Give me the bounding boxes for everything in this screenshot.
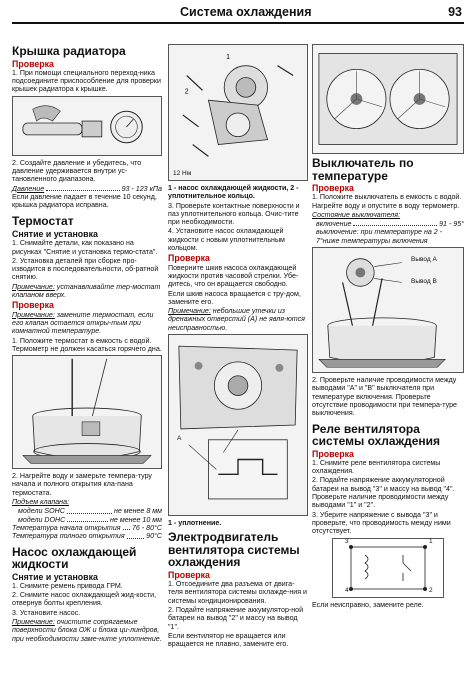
pressure-value: 93 - 123 кПа [121, 184, 162, 193]
header-rule [12, 22, 464, 24]
svg-text:2: 2 [184, 88, 189, 96]
pressure-label: Давление [12, 184, 45, 193]
pump-drain-figure [168, 334, 308, 516]
temp-switch-title: Выключатель по температуре [312, 156, 414, 183]
switch-off-row: выключение: при температуре на 2 - 7°ниже температуры включения [316, 228, 443, 245]
pump-note: Примечание: очистите сопрягаемые поверхности блока ОЖ и блока ци-линдров, при необходимости заме-ните уплотнение. [12, 617, 162, 643]
radiator-cap-check-heading: Проверка [12, 58, 54, 69]
fan-relay-step3: 3. Уберите напряжение с вывода "3" и проверьте, что проводимость между ними отсутствует. [312, 510, 451, 536]
lift-dohc-row: модели DOHC не менее 10 мм [18, 515, 162, 524]
fan-motor-step2: 2. Подайте напряжение аккумулятор-ной батареи на вывод "2" и массу на вывод "1". [168, 606, 304, 631]
pump-step2: 2. Снимите насос охлаждающей жид-кости, отвернув болты крепления. [12, 591, 157, 608]
fan-motor-step3: Если вентилятор не вращается или вращается не плавно, замените его. [168, 631, 289, 649]
relay-pin-1: 1 [429, 537, 433, 545]
pump-step3: 3. Установите насос. [12, 608, 81, 617]
section-title: Система охлаждения [180, 5, 312, 19]
column-right [312, 42, 464, 610]
thermostat-remove-heading: Снятие и установка [12, 228, 98, 239]
fan-relay-step1: 1. Снимите реле вентилятора системы охлаждения. [312, 458, 441, 476]
radiator-cap-step3: Если давление падает в течение 10 секунд, крышка радиатора исправна. [12, 192, 157, 210]
radiator-fan-figure [312, 44, 464, 154]
switch-on-row: включение 91 - 95° [316, 220, 464, 229]
thermostat-test-figure [12, 355, 162, 469]
temp-full-row: Температура полного открытия 90°С [12, 532, 162, 541]
relay-pin-3: 3 [345, 537, 349, 545]
pump-check-heading: Проверка [168, 253, 210, 264]
fan-relay-step2: 2. Подайте напряжение аккумуляторной батареи на вывод "3" и массу на вывод "4". Проверьте наличие проводимости между выводами "1" и "2". [312, 476, 455, 510]
temp-switch-test-figure [312, 247, 464, 373]
relay-pin-2: 2 [429, 586, 433, 594]
fan-motor-check-heading: Проверка [168, 569, 210, 580]
thermostat-step2: 2. Установка деталей при сборке про-изводится в последовательности, об-ратной снятию. [12, 256, 159, 282]
svg-text:1: 1 [226, 53, 230, 61]
pump-check-text2: Если шкив насоса вращается с тру-дом, замените его. [168, 289, 301, 306]
relay-circuit-figure [332, 538, 444, 598]
radiator-cap-step2: 2. Создайте давление и убедитесь, что давление удерживается внутри ус-тановленного диапазона. [12, 158, 142, 184]
page-header [12, 5, 464, 21]
pump-step3b: 3. Проверьте контактные поверхности и паз уплотнительного кольца. Очис-тите при необходимости. [168, 201, 300, 227]
relay-pin-4: 4 [345, 586, 349, 594]
thermostat-note1: Примечание: устанавливайте тер-мостат клапаном вверх. [12, 282, 161, 300]
pump-step1: 1. Снимите ремень привода ГРМ. [12, 581, 123, 590]
drain-hole-label: A [177, 435, 182, 443]
thermostat-note2: Примечание: замените термостат, если его клапан остается откры-тым при комнатной температуре. [12, 310, 154, 336]
pump-exploded-figure [168, 44, 308, 181]
temp-switch-step2: 2. Проверьте наличие проводимости между выводами "А" и "В" выключателя при температуре включения. Проверьте отсутствие проводимости при темпера-туре выключения. [312, 376, 457, 418]
radiator-cap-step1: 1. При помощи специального переход-ника подсоедините приспособление для проверки крышек радиатора к крышке. [12, 68, 161, 94]
thermostat-step4: 2. Нагрейте воду и замерьте темпера-туру начала и полного открытия кла-пана термостата. [12, 472, 152, 497]
temp-switch-step1: 1. Положите выключатель в емкость с водой. Нагрейте воду и опустите в воду термометр. [312, 193, 462, 210]
column-middle [168, 42, 308, 650]
pump-check-note: Примечание: небольшие утечки из дренажных отверстий (А) не явля-ются неисправностью. [168, 307, 305, 332]
lift-sohc-row: модели SOHC не менее 8 мм [18, 507, 162, 516]
thermostat-step3: 1. Положите термостат в емкость с водой. Термометр не должен касаться горячего дна. [12, 336, 162, 353]
terminal-a-label: Вывод А [411, 256, 437, 264]
radiator-cap-pressure-spec [12, 185, 162, 193]
pump-remove-heading: Снятие и установка [12, 571, 98, 582]
radiator-cap-tester-figure [12, 96, 162, 156]
pump-check-text1: Поверните шкив насоса охлаждающей жидкости против часовой стрелки. Убе-дитесь, что он вращается свободно. [168, 263, 299, 289]
column-left [12, 42, 162, 644]
valve-lift-label: Подъем клапана: [12, 498, 69, 507]
radiator-cap-title: Крышка радиатора [12, 44, 126, 58]
thermostat-step1: 1. Снимайте детали, как показано на рисунках "Снятие и установка термо-стата". [12, 239, 158, 256]
fan-relay-step4: Если неисправно, замените реле. [312, 600, 424, 609]
pump-step4: 4. Установите насос охлаждающей жидкости с новым уплотнительным кольцом. [168, 227, 285, 253]
fan-motor-step1: 1. Отсоедините два разъема от двига-теля вентилятора системы охлажде-ния и системы кондиционирования. [168, 580, 308, 605]
fan-motor-title: Электродвигатель вентилятора системы охлаждения [168, 530, 300, 570]
torque-label: 12 Нм [173, 169, 192, 177]
pump-title: Насос охлаждающей жидкости [12, 544, 137, 571]
terminal-b-label: Вывод В [411, 278, 437, 286]
fan-relay-title: Реле вентилятора системы охлаждения [312, 421, 441, 449]
temp-start-row: Температура начала открытия 76 - 80°С [12, 523, 162, 532]
fan-relay-check-heading: Проверка [312, 448, 354, 459]
switch-state-label: Состояние выключателя: [312, 210, 401, 219]
thermostat-title: Термостат [12, 214, 74, 229]
pump-figure-caption: 1 - насос охлаждающей жидкости, 2 - уплотнительное кольцо. [168, 184, 299, 201]
seal-figure-caption: 1 - уплотнение. [168, 519, 222, 528]
page-number: 93 [448, 5, 462, 19]
temp-switch-check-heading: Проверка [312, 183, 354, 193]
thermostat-check-heading: Проверка [12, 300, 54, 311]
